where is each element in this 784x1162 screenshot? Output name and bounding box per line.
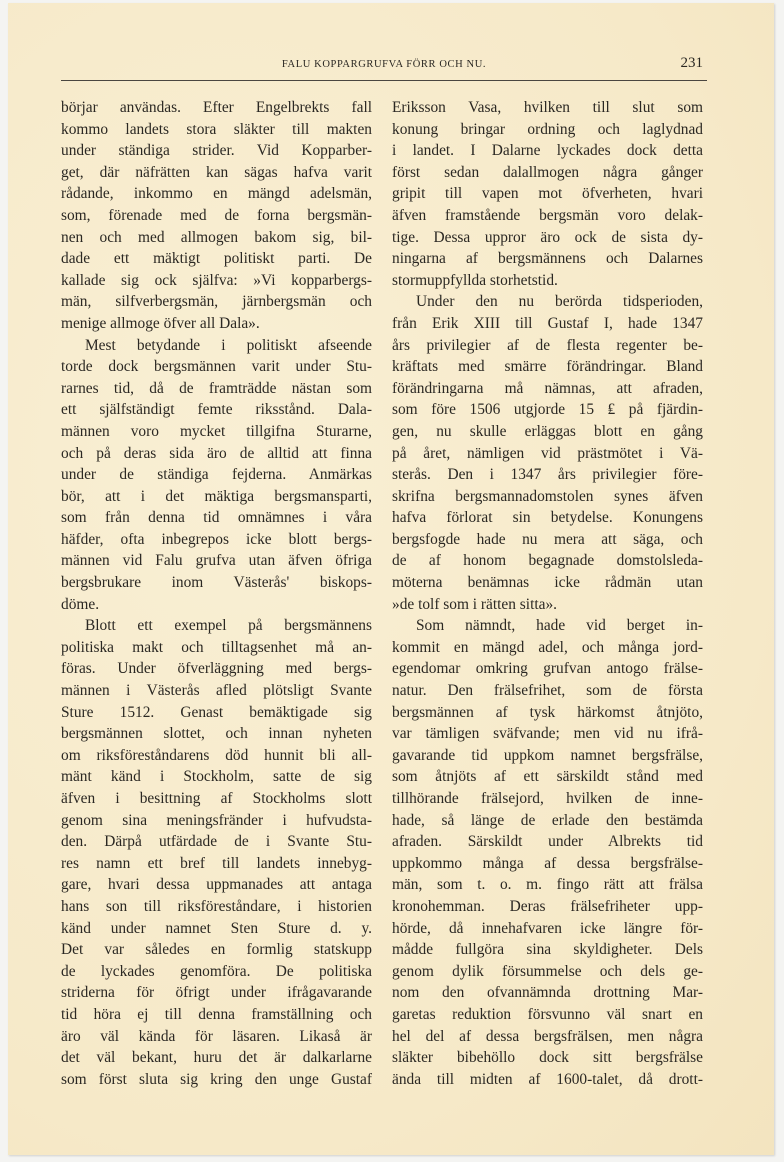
text-line: männen i Västerås afled plötsligt Svante xyxy=(61,682,372,700)
text-line: garetas reduktion försvunno väl snart en xyxy=(392,1005,703,1023)
text-line: under de ständiga fejderna. Anmärkas xyxy=(61,466,372,484)
text-line: kallade sig ock själfva: »Vi kopparbergs- xyxy=(61,271,372,289)
text-line: Det var således en formlig statskupp xyxy=(61,941,372,959)
text-line: gripit till vapen mot öfverheten, hvari xyxy=(392,185,703,203)
text-line: menige allmoge öfver all Dala». xyxy=(61,314,260,332)
text-line: äfven framstående bergsmän voro delak- xyxy=(392,206,703,224)
text-line: egendomar omkring grufvan antogo frälse- xyxy=(392,660,703,678)
text-line: bergsfogde hade nu mera att säga, och xyxy=(392,530,703,548)
text-line: från Erik XIII till Gustaf I, hade 1347 xyxy=(392,314,703,332)
text-line: ningarna af bergsmännens och Dalarnes xyxy=(392,250,703,268)
text-line: rarnes tid, då de framträdde nästan som xyxy=(61,379,372,397)
text-line: natur. Den frälsefrihet, som de första xyxy=(392,682,703,700)
text-line: släkter bibehöllo dock sitt bergsfrälse xyxy=(392,1049,703,1067)
text-line: gen, nu skulle erläggas blott en gång xyxy=(392,422,703,440)
text-line: sterås. Den i 1347 års privilegier före- xyxy=(392,466,703,484)
text-line: män, silfverbergsmän, järnbergsmän och xyxy=(61,293,372,311)
text-line: gare, hvari dessa uppmanades att antaga xyxy=(61,876,372,894)
text-line: i landet. I Dalarne lyckades dock detta xyxy=(392,142,703,160)
text-line: känd under namnet Sten Sture d. y. xyxy=(61,919,372,937)
text-line: om riksföreståndarens död hunnit bli all- xyxy=(61,746,372,764)
text-line: under ständiga strider. Vid Kopparber- xyxy=(61,142,372,160)
text-line: Under den nu berörda tidsperioden, xyxy=(416,293,703,311)
text-line: männen voro mycket tillgifna Sturarne, xyxy=(61,422,372,440)
text-line: och på deras sida äro de alltid att finna xyxy=(61,444,372,462)
text-line: skrifna bergsmannadomstolen synes äfven xyxy=(392,487,703,505)
text-line: döme. xyxy=(61,595,100,613)
running-head-title: FALU KOPPARGRUFVA FÖRR OCH NU. xyxy=(281,59,487,70)
text-line: på året, nämligen vid prästmötet i Vä- xyxy=(392,444,703,462)
text-line: politiska makt och tilltagsenhet må an- xyxy=(61,638,372,656)
text-line: de af honom begagnade domstolsleda- xyxy=(392,552,703,570)
text-line: konung bringar ordning och laglydnad xyxy=(392,120,703,138)
text-line: ända till midten af 1600-talet, då drott- xyxy=(392,1070,703,1088)
text-line: kommo landets stora släkter till makten xyxy=(61,120,372,138)
text-line: ett själfständigt femte riksstånd. Dala- xyxy=(61,401,372,419)
text-line: männen vid Falu grufva utan äfven öfriga xyxy=(61,552,372,570)
text-line: som före 1506 utgjorde 15 ₤ på fjärdin- xyxy=(392,401,703,419)
text-line: kronohemman. Deras frälsefriheter upp- xyxy=(392,897,703,915)
text-line: bergsmännen slottet, och innan nyheten xyxy=(61,725,372,743)
text-line: börjar användas. Efter Engelbrekts fall xyxy=(61,99,372,116)
text-line: hel del af dessa bergsfrälsen, men några xyxy=(392,1027,703,1045)
text-line: bör, att i det mäktiga bergsmansparti, xyxy=(61,487,372,505)
text-line: bergsbrukare inom Västerås' biskops- xyxy=(61,574,372,592)
text-line: var tämligen sväfvande; men vid nu ifrå- xyxy=(392,725,703,743)
text-line: den. Därpå utfärdade de i Svante Stu- xyxy=(61,833,372,851)
text-line: Sture 1512. Genast bemäktigade sig xyxy=(61,703,372,721)
text-line: års privilegier af de flesta regenter be- xyxy=(392,336,703,354)
text-line: Eriksson Vasa, hvilken till slut som xyxy=(392,99,703,116)
text-line: föras. Under öfverläggning med bergs- xyxy=(61,660,372,678)
book-page xyxy=(8,3,774,1155)
text-line: striderna för öfrigt under ifrågavarande xyxy=(61,984,372,1002)
text-line: »de tolf som i rätten sitta». xyxy=(392,595,557,613)
text-line: som från denna tid omnämnes i våra xyxy=(61,509,372,527)
text-line: tige. Dessa uppror äro ock de sista dy- xyxy=(392,228,703,246)
text-line: Blott ett exempel på bergsmännens xyxy=(85,617,372,635)
text-line: res namn ett bref till landets innebyg- xyxy=(61,854,372,872)
text-line: uppkommo många af dessa bergsfrälse- xyxy=(392,854,703,872)
text-line: häfder, ofta inbegrepos icke blott bergs- xyxy=(61,530,372,548)
text-line: genom sina meningsfränder i hufvudsta- xyxy=(61,811,372,829)
text-line: torde dock bergsmännen varit under Stu- xyxy=(61,358,372,376)
text-line: rådande, inkommo en mängd adelsmän, xyxy=(61,185,372,203)
text-line: kommit en mängd adel, och många jord- xyxy=(392,638,703,656)
text-line: nen och med allmogen bakom sig, bil- xyxy=(61,228,372,246)
text-line: nom den ofvannämnda drottning Mar- xyxy=(392,984,703,1002)
text-line: genom dylik försummelse och dels ge- xyxy=(392,962,703,980)
text-line: hans son till riksföreståndare, i historien xyxy=(61,897,372,915)
text-line: mådde fullgöra sina skyldigheter. Dels xyxy=(392,941,703,959)
text-line: som åtnjöts af ett särskildt stånd med xyxy=(392,768,703,786)
text-line: afraden. Särskildt under Albrekts tid xyxy=(392,833,703,851)
text-line: Som nämndt, hade vid berget in- xyxy=(416,617,703,635)
text-line: de lyckades genomföra. De politiska xyxy=(61,962,372,980)
text-line: gavarande tid uppkom namnet bergsfrälse, xyxy=(392,746,703,764)
text-line: get, där näfrätten kan sägas hafva varit xyxy=(61,163,372,181)
text-line: som först sluta sig kring den unge Gustaf xyxy=(61,1070,372,1088)
page-number: 231 xyxy=(680,55,703,71)
text-line: äro väl kända för läsaren. Likaså är xyxy=(61,1027,372,1045)
left-text-column xyxy=(61,97,372,1090)
text-line: som, förenade med de forna bergsmän- xyxy=(61,206,372,224)
text-line: tid höra ej till denna framställning och xyxy=(61,1005,372,1023)
text-line: hafva förlorat sin betydelse. Konungens xyxy=(392,509,703,527)
text-line: möterna benämnas icke rådmän utan xyxy=(392,574,703,592)
text-line: först sedan dalallmogen några gånger xyxy=(392,163,703,181)
right-text-column xyxy=(392,97,703,1090)
text-line: dade ett mäktigt politiskt parti. De xyxy=(61,250,372,268)
text-line: mänt känd i Stockholm, satte de sig xyxy=(61,768,372,786)
header-rule xyxy=(61,80,707,81)
text-line: Mest betydande i politiskt afseende xyxy=(85,336,372,354)
text-line: män, som t. o. m. fingo rätt att frälsa xyxy=(392,876,703,894)
running-head xyxy=(61,53,707,83)
text-line: det väl bekant, huru det är dalkarlarne xyxy=(61,1049,372,1067)
text-line: kräftats med smärre förändringar. Bland xyxy=(392,358,703,376)
text-line: hörde, då innehafvaren icke längre för- xyxy=(392,919,703,937)
text-line: bergsmännen af tysk härkomst åtnjöto, xyxy=(392,703,703,721)
text-line: tillhörande frälsejord, hvilken de inne- xyxy=(392,790,703,807)
text-line: stormuppfyllda storhetstid. xyxy=(392,271,558,289)
text-line: hade, så länge de erlade den bestämda xyxy=(392,811,703,829)
text-line: förändringarna må nämnas, att afraden, xyxy=(392,379,703,397)
text-line: äfven i besittning af Stockholms slott xyxy=(61,790,372,807)
